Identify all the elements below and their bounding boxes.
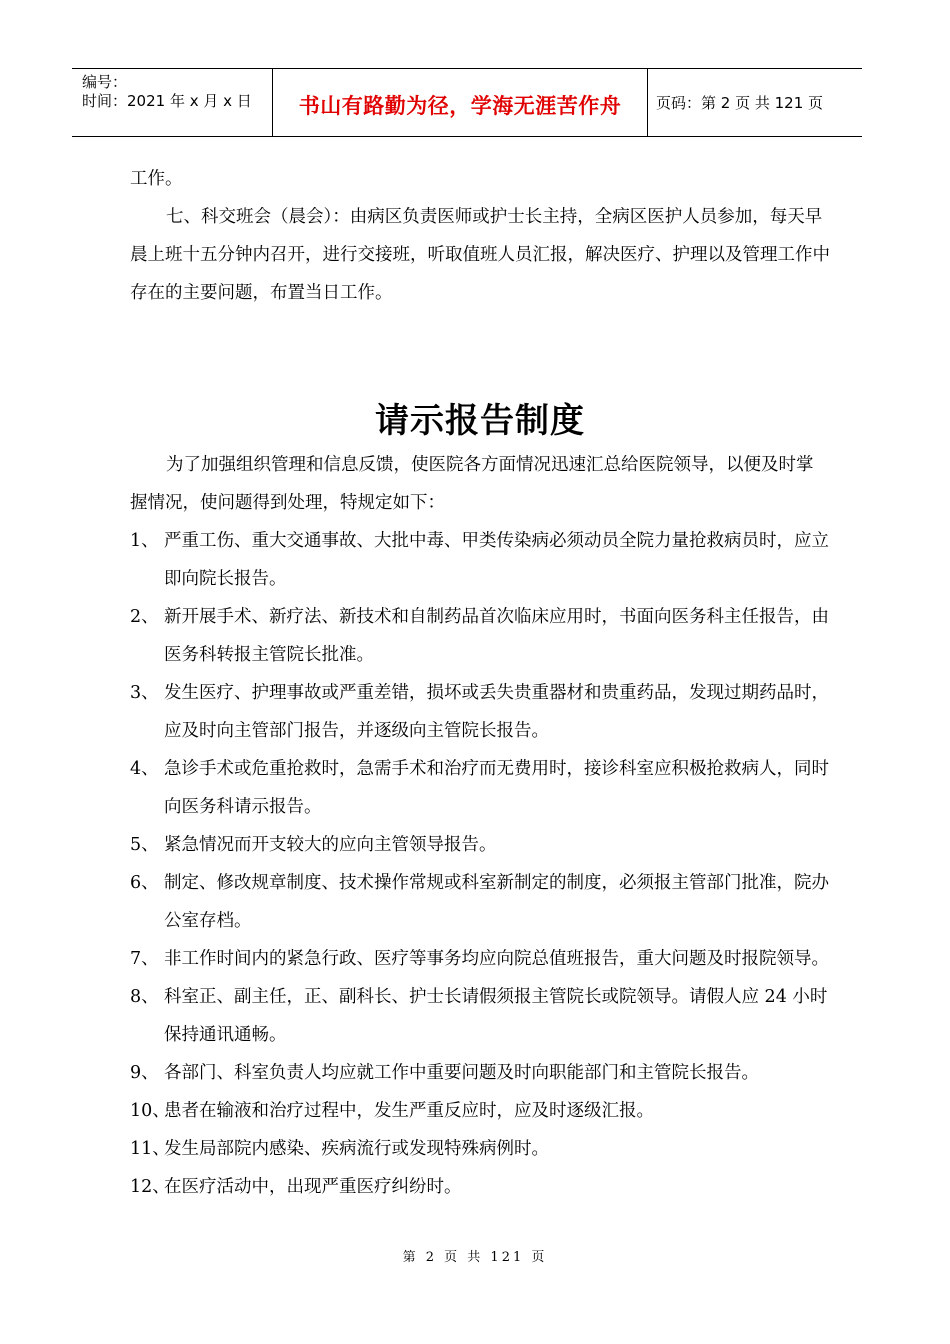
paragraph-item-seven: 七、科交班会（晨会）：由病区负责医师或护士长主持，全病区医护人员参加，每天早晨上班十五分钟内召开，进行交接班，听取值班人员汇报，解决医疗、护理以及管理工作中存在的主要问题，布置当日工作。 [130, 207, 830, 303]
header-meta [72, 69, 273, 136]
rules-list [130, 522, 830, 1206]
list-item [130, 864, 830, 940]
continuation-text: 工作。 [130, 169, 183, 189]
list-item-number: 6、 [130, 873, 159, 893]
list-item-text: 科室正、副主任，正、副科长、护士长请假须报主管院长或院领导。请假人应 24 小时保持通讯通畅。 [164, 987, 828, 1045]
list-item-number: 1、 [130, 531, 159, 551]
serial-number-label: 编号： [82, 73, 128, 91]
section-title: 请示报告制度 [375, 401, 585, 441]
header-page-info: 页码：第 2 页 共 121 页 [656, 94, 824, 112]
list-item-number: 12、 [130, 1177, 170, 1197]
list-item [130, 1130, 830, 1168]
page-header [72, 68, 862, 137]
list-item-text: 急诊手术或危重抢救时，急需手术和治疗而无费用时，接诊科室应积极抢救病人，同时向医务科请示报告。 [164, 759, 829, 817]
list-item-text: 发生医疗、护理事故或严重差错，损坏或丢失贵重器材和贵重药品，发现过期药品时，应及时向主管部门报告，并逐级向主管院长报告。 [164, 683, 829, 741]
list-item-text: 制定、修改规章制度、技术操作常规或科室新制定的制度，必须报主管部门批准，院办公室存档。 [164, 873, 829, 931]
list-item [130, 1092, 830, 1130]
list-item-number: 7、 [130, 949, 159, 969]
list-item-number: 11、 [130, 1139, 170, 1159]
list-item-number: 5、 [130, 835, 159, 855]
date-label: 时间：2021 年 x 月 x 日 [82, 92, 252, 110]
list-item-number: 4、 [130, 759, 159, 779]
document-body [130, 160, 830, 1206]
list-item [130, 1168, 830, 1206]
list-item [130, 522, 830, 598]
section-lead-paragraph: 为了加强组织管理和信息反馈，使医院各方面情况迅速汇总给医院领导，以便及时掌握情况，使问题得到处理，特规定如下： [130, 455, 814, 513]
list-item-text: 发生局部院内感染、疾病流行或发现特殊病例时。 [164, 1139, 549, 1159]
page-footer: 第 2 页 共 121 页 [402, 1250, 548, 1265]
list-item-text: 严重工伤、重大交通事故、大批中毒、甲类传染病必须动员全院力量抢救病员时，应立即向院长报告。 [164, 531, 829, 589]
list-item [130, 750, 830, 826]
list-item-text: 紧急情况而开支较大的应向主管领导报告。 [164, 835, 497, 855]
list-item-text: 新开展手术、新疗法、新技术和自制药品首次临床应用时，书面向医务科主任报告，由医务科转报主管院长批准。 [164, 607, 829, 665]
list-item-number: 3、 [130, 683, 159, 703]
list-item [130, 598, 830, 674]
list-item [130, 940, 830, 978]
list-item-text: 非工作时间内的紧急行政、医疗等事务均应向院总值班报告，重大问题及时报院领导。 [164, 949, 829, 969]
list-item-text: 患者在输液和治疗过程中，发生严重反应时，应及时逐级汇报。 [164, 1101, 654, 1121]
list-item [130, 1054, 830, 1092]
list-item-number: 8、 [130, 987, 159, 1007]
list-item-number: 9、 [130, 1063, 159, 1083]
header-motto: 书山有路勤为径，学海无涯苦作舟 [273, 69, 648, 136]
list-item-text: 在医疗活动中，出现严重医疗纠纷时。 [164, 1177, 462, 1197]
list-item-text: 各部门、科室负责人均应就工作中重要问题及时向职能部门和主管院长报告。 [164, 1063, 759, 1083]
list-item-number: 10、 [130, 1101, 170, 1121]
list-item-number: 2、 [130, 607, 159, 627]
list-item [130, 674, 830, 750]
list-item [130, 826, 830, 864]
list-item [130, 978, 830, 1054]
